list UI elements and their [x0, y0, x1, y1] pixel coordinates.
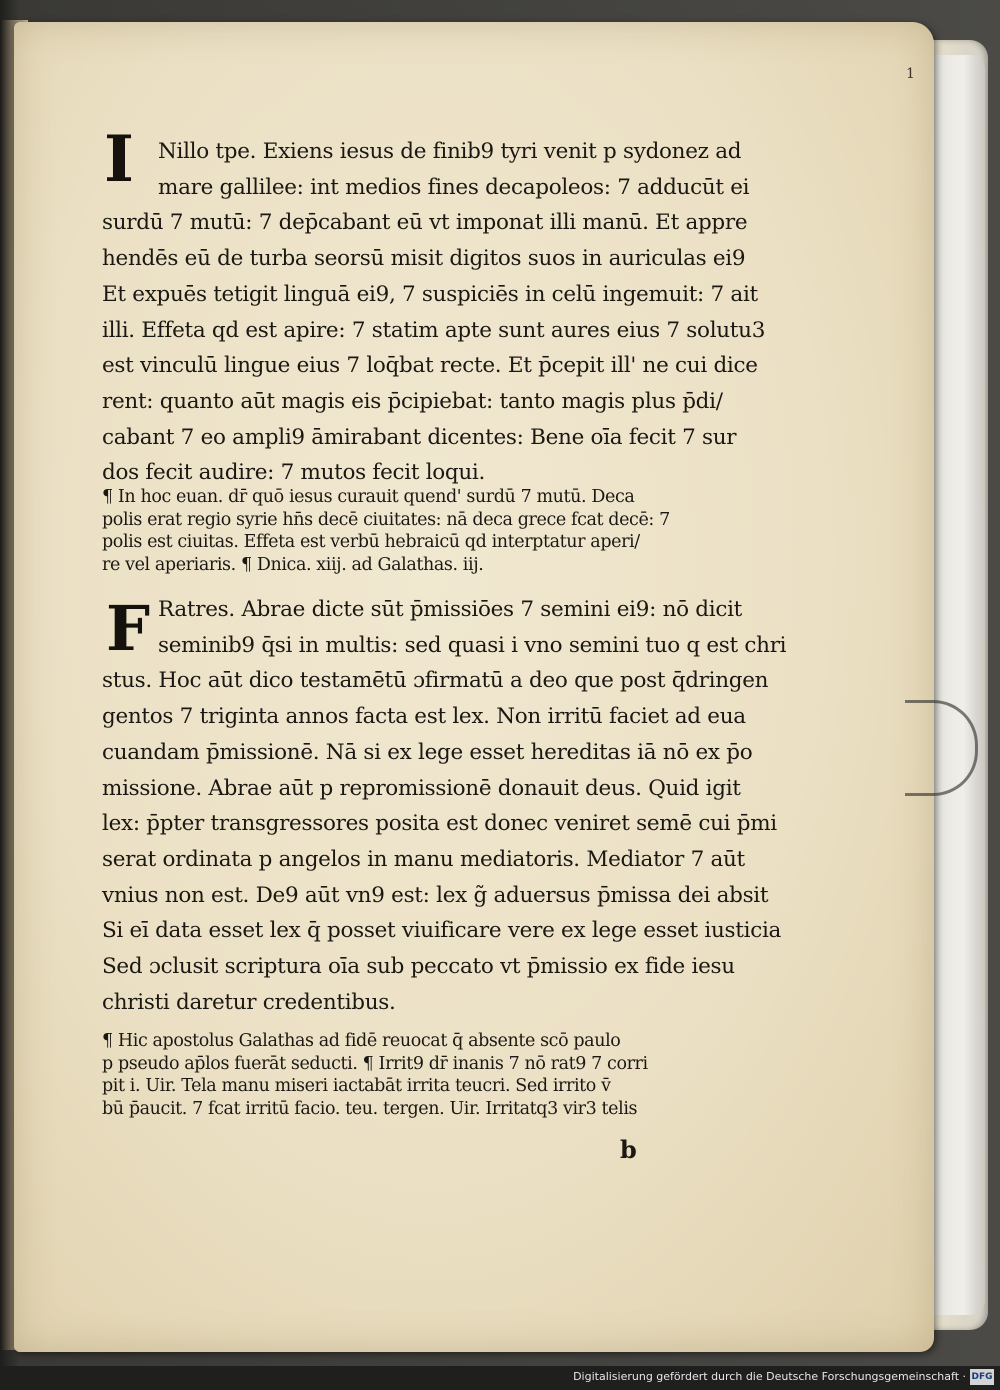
text-line: dos fecit audire: 7 mutos fecit loqui. — [102, 460, 486, 486]
text-line: Sed ɔclusit scriptura oīa sub peccato vt p̄missio ex fide iesu — [102, 954, 735, 980]
gloss-commentary-1 — [102, 486, 742, 576]
gloss-line: polis est ciuitas. Effeta est verbū hebraicū qd interptatur aperi/ — [102, 532, 640, 552]
signature-mark: b — [620, 1135, 637, 1164]
text-line: cuandam p̄missionē. Nā si ex lege esset hereditas iā nō ex p̄o — [102, 739, 753, 765]
text-line: missione. Abrae aūt p repromissionē donauit deus. Quid igit — [102, 775, 741, 801]
gloss-line: polis erat regio syrie hn̄s decē ciuitates: nā deca grece fcat decē: 7 — [102, 509, 670, 530]
corner-mark: 1 — [906, 66, 915, 82]
text-line: serat ordinata p angelos in manu mediatoris. Mediator 7 aūt — [102, 846, 745, 872]
decorated-initial-i: I — [104, 122, 134, 197]
text-line: est vinculū lingue eius 7 loq̄bat recte. Et p̄cepit ill' ne cui dice — [102, 353, 758, 379]
text-line: lex: p̄pter transgressores posita est donec veniret semē cui p̄mi — [102, 811, 777, 837]
text-line: mare gallilee: int medios fines decapoleos: 7 adducūt ei — [158, 174, 750, 200]
gloss-line: ¶ Hic apostolus Galathas ad fidē reuocat q̄ absente scō paulo — [102, 1031, 621, 1051]
funding-credit: Digitalisierung gefördert durch die Deutsche Forschungsgemeinschaft · — [573, 1370, 966, 1383]
text-line: vnius non est. De9 aūt vn9 est: lex g̃ aduersus p̄missa dei absit — [102, 882, 769, 908]
text-line: gentos 7 triginta annos facta est lex. Non irritū faciet ad eua — [102, 704, 746, 730]
text-line: surdū 7 mutū: 7 dep̄cabant eū vt imponat illi manū. Et appre — [102, 210, 748, 236]
text-line: hendēs eū de turba seorsū misit digitos suos in auriculas ei9 — [102, 246, 746, 272]
text-line: christi daretur credentibus. — [102, 989, 396, 1015]
text-line: illi. Effeta qd est apire: 7 statim apte sunt aures eius 7 solutu3 — [102, 317, 766, 343]
text-line: Ratres. Abrae dicte sūt p̄missiōes 7 semini ei9: nō dicit — [158, 597, 742, 622]
text-line: Nillo tpe. Exiens iesus de finib9 tyri venit p sydonez ad — [158, 139, 742, 164]
text-line: cabant 7 eo ampli9 āmirabant dicentes: Bene oīa fecit 7 sur — [102, 424, 737, 450]
gloss-commentary-2 — [102, 1030, 742, 1120]
gloss-line: pit i. Uir. Tela manu miseri iactabāt irrita teucri. Sed irrito v̄ — [102, 1076, 611, 1096]
text-line: Et expuēs tetigit linguā ei9, 7 suspiciēs in celū ingemuit: 7 ait — [102, 281, 758, 307]
text-line: rent: quanto aūt magis eis p̄cipiebat: tanto magis plus p̄di/ — [102, 388, 723, 414]
text-line: Si eī data esset lex q̄ posset viuificare vere ex lege esset iusticia — [102, 918, 782, 944]
decorated-initial-f: F — [106, 592, 151, 665]
gospel-text — [102, 134, 766, 491]
gloss-line: bū p̄aucit. 7 fcat irritū facio. teu. tergen. Uir. Irritatq3 vir3 telis — [102, 1098, 638, 1119]
dfg-logo: DFG — [970, 1369, 994, 1385]
digitization-footer — [0, 1366, 1000, 1390]
gloss-line: ¶ In hoc euan. dr̄ quō iesus curauit quend' surdū 7 mutū. Deca — [102, 487, 635, 507]
epistle-text — [102, 592, 787, 1020]
gloss-line: p pseudo ap̄los fuerāt seducti. ¶ Irrit9 dr̄ inanis 7 nō rat9 7 corri — [102, 1053, 648, 1074]
text-line: seminib9 q̄si in multis: sed quasi i vno semini tuo q est chri — [158, 632, 787, 658]
page-stack-inner — [930, 55, 985, 1315]
text-line: stus. Hoc aūt dico testamētū ɔfirmatū a deo que post q̄dringen — [102, 668, 769, 694]
gloss-line: re vel aperiaris. ¶ Dnica. xiij. ad Galathas. iij. — [102, 554, 484, 575]
